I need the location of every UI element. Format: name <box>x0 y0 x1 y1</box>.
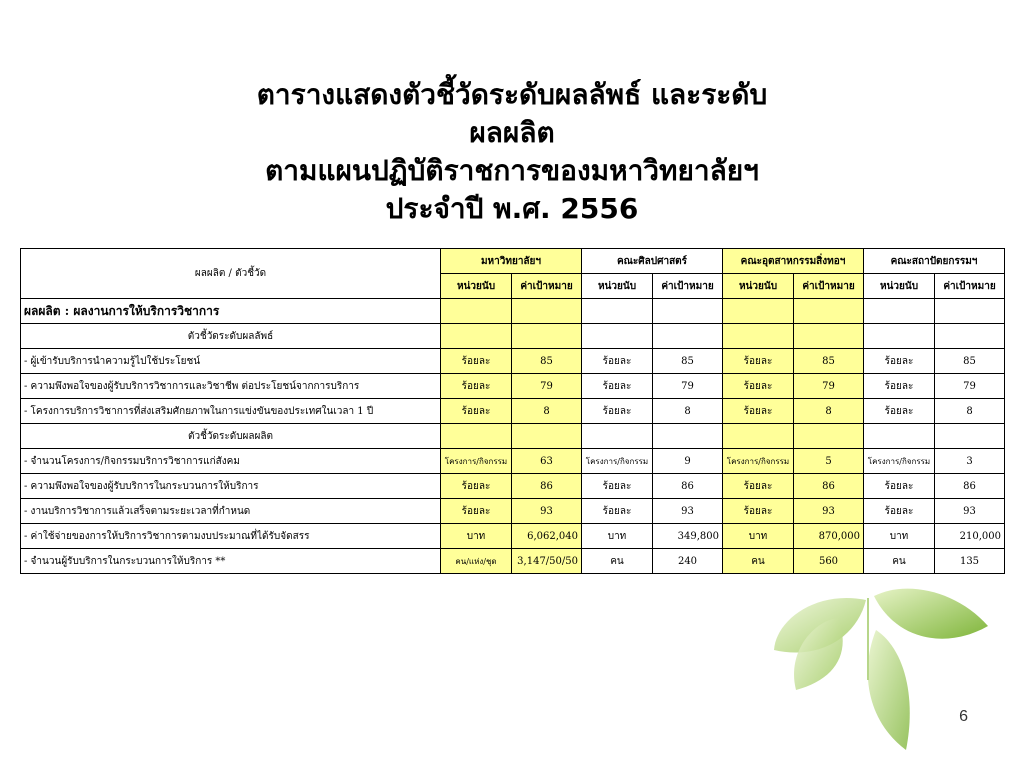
target-cell: 560 <box>794 549 864 574</box>
unit-header: หน่วยนับ <box>582 274 653 299</box>
indicator-label: - โครงการบริการวิชาการที่ส่งเสริมศักยภาพในการแข่งขันของประเทศในเวลา 1 ปี <box>21 399 441 424</box>
target-cell: 93 <box>935 499 1005 524</box>
unit-cell: โครงการ/กิจกรรม <box>723 449 794 474</box>
indicator-label: - ความพึงพอใจของผู้รับบริการในกระบวนการให้บริการ <box>21 474 441 499</box>
target-header: ค่าเป้าหมาย <box>512 274 582 299</box>
table-row <box>21 449 1005 474</box>
unit-cell: ร้อยละ <box>582 499 653 524</box>
target-cell: 8 <box>935 399 1005 424</box>
unit-cell: ร้อยละ <box>723 349 794 374</box>
target-cell: 5 <box>794 449 864 474</box>
unit-cell: บาท <box>582 524 653 549</box>
table-row <box>21 474 1005 499</box>
unit-cell: ร้อยละ <box>441 499 512 524</box>
subheading-row <box>21 424 1005 449</box>
target-cell: 6,062,040 <box>512 524 582 549</box>
target-cell: 85 <box>512 349 582 374</box>
unit-cell: ร้อยละ <box>864 374 935 399</box>
title-line-3: ตามแผนปฏิบัติราชการของมหาวิทยาลัยฯ <box>265 154 759 187</box>
group-header-university: มหาวิทยาลัยฯ <box>441 249 582 274</box>
unit-cell: ร้อยละ <box>582 349 653 374</box>
unit-header: หน่วยนับ <box>864 274 935 299</box>
title-line-2: ผลผลิต <box>469 116 555 149</box>
group-header-textile: คณะอุตสาหกรรมสิ่งทอฯ <box>723 249 864 274</box>
target-cell: 9 <box>653 449 723 474</box>
section-title: ผลผลิต : ผลงานการให้บริการวิชาการ <box>21 299 441 324</box>
corner-header: ผลผลิต / ตัวชี้วัด <box>21 249 441 299</box>
unit-cell: โครงการ/กิจกรรม <box>582 449 653 474</box>
unit-cell: ร้อยละ <box>441 349 512 374</box>
page-number: 6 <box>959 708 968 725</box>
target-cell: 85 <box>653 349 723 374</box>
target-header: ค่าเป้าหมาย <box>935 274 1005 299</box>
target-cell: 79 <box>653 374 723 399</box>
unit-cell: ร้อยละ <box>864 499 935 524</box>
table-row <box>21 349 1005 374</box>
group-header-liberal-arts: คณะศิลปศาสตร์ <box>582 249 723 274</box>
unit-cell: คน/แห่ง/ชุด <box>441 549 512 574</box>
unit-cell: ร้อยละ <box>441 474 512 499</box>
title-line-4: ประจำปี พ.ศ. 2556 <box>385 192 639 225</box>
leaf-icon <box>756 570 1006 760</box>
target-cell: 79 <box>794 374 864 399</box>
outcome-heading: ตัวชี้วัดระดับผลลัพธ์ <box>21 324 441 349</box>
target-cell: 3,147/50/50 <box>512 549 582 574</box>
header-row-groups <box>21 249 1005 274</box>
target-cell: 349,800 <box>653 524 723 549</box>
target-cell: 93 <box>653 499 723 524</box>
indicator-label: - งานบริการวิชาการแล้วเสร็จตามระยะเวลาที่กำหนด <box>21 499 441 524</box>
target-cell: 8 <box>794 399 864 424</box>
subheading-row <box>21 324 1005 349</box>
unit-cell: ร้อยละ <box>441 374 512 399</box>
target-header: ค่าเป้าหมาย <box>794 274 864 299</box>
target-cell: 135 <box>935 549 1005 574</box>
unit-cell: คน <box>582 549 653 574</box>
unit-cell: ร้อยละ <box>723 474 794 499</box>
unit-cell: ร้อยละ <box>441 399 512 424</box>
indicator-label: - จำนวนโครงการ/กิจกรรมบริการวิชาการแก่สังคม <box>21 449 441 474</box>
unit-cell: บาท <box>864 524 935 549</box>
unit-cell: ร้อยละ <box>864 349 935 374</box>
unit-cell: บาท <box>723 524 794 549</box>
target-cell: 79 <box>512 374 582 399</box>
unit-cell: ร้อยละ <box>723 374 794 399</box>
unit-cell: โครงการ/กิจกรรม <box>441 449 512 474</box>
unit-cell: ร้อยละ <box>723 399 794 424</box>
target-cell: 93 <box>794 499 864 524</box>
target-cell: 210,000 <box>935 524 1005 549</box>
target-cell: 86 <box>512 474 582 499</box>
target-cell: 86 <box>794 474 864 499</box>
target-cell: 85 <box>935 349 1005 374</box>
target-cell: 870,000 <box>794 524 864 549</box>
target-cell: 86 <box>935 474 1005 499</box>
table-row <box>21 524 1005 549</box>
unit-cell: บาท <box>441 524 512 549</box>
indicator-table <box>20 248 1005 574</box>
unit-cell: คน <box>723 549 794 574</box>
indicator-label: - ความพึงพอใจของผู้รับบริการวิชาการและวิชาชีพ ต่อประโยชน์จากการบริการ <box>21 374 441 399</box>
indicator-label: - จำนวนผู้รับบริการในกระบวนการให้บริการ ** <box>21 549 441 574</box>
unit-cell: ร้อยละ <box>723 499 794 524</box>
unit-cell: คน <box>864 549 935 574</box>
unit-cell: ร้อยละ <box>864 474 935 499</box>
target-header: ค่าเป้าหมาย <box>653 274 723 299</box>
target-cell: 8 <box>653 399 723 424</box>
unit-cell: ร้อยละ <box>582 374 653 399</box>
target-cell: 3 <box>935 449 1005 474</box>
indicator-label: - ผู้เข้ารับบริการนำความรู้ไปใช้ประโยชน์ <box>21 349 441 374</box>
slide-title <box>0 76 1024 228</box>
target-cell: 79 <box>935 374 1005 399</box>
unit-cell: โครงการ/กิจกรรม <box>864 449 935 474</box>
target-cell: 86 <box>653 474 723 499</box>
table-row <box>21 374 1005 399</box>
indicator-label: - ค่าใช้จ่ายของการให้บริการวิชาการตามงบประมาณที่ได้รับจัดสรร <box>21 524 441 549</box>
target-cell: 240 <box>653 549 723 574</box>
target-cell: 93 <box>512 499 582 524</box>
table-row <box>21 499 1005 524</box>
section-row <box>21 299 1005 324</box>
table-row <box>21 399 1005 424</box>
output-heading: ตัวชี้วัดระดับผลผลิต <box>21 424 441 449</box>
title-line-1: ตารางแสดงตัวชี้วัดระดับผลลัพธ์ และระดับ <box>256 78 768 111</box>
unit-header: หน่วยนับ <box>441 274 512 299</box>
unit-cell: ร้อยละ <box>582 474 653 499</box>
unit-cell: ร้อยละ <box>864 399 935 424</box>
target-cell: 8 <box>512 399 582 424</box>
group-header-architecture: คณะสถาปัตยกรรมฯ <box>864 249 1005 274</box>
unit-header: หน่วยนับ <box>723 274 794 299</box>
target-cell: 63 <box>512 449 582 474</box>
target-cell: 85 <box>794 349 864 374</box>
unit-cell: ร้อยละ <box>582 399 653 424</box>
